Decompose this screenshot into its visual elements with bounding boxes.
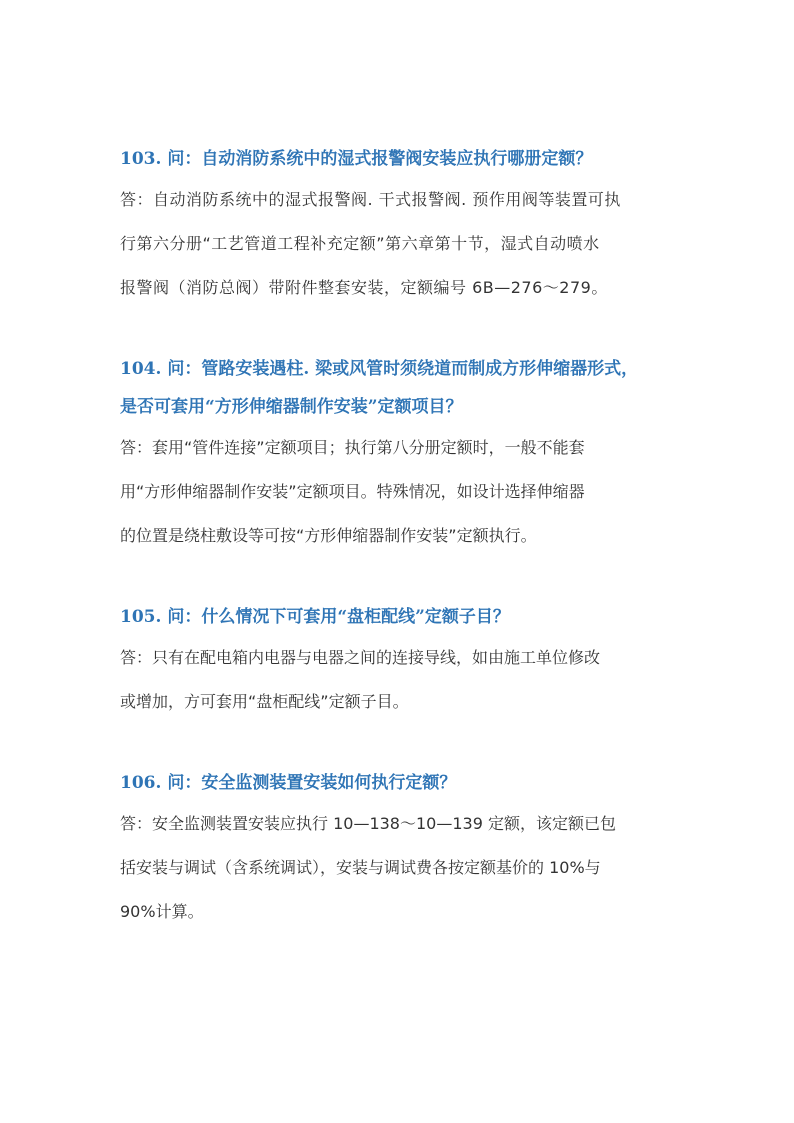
question-106: 106. 问：安全监测装置安装如何执行定额？ bbox=[120, 773, 457, 793]
question-103: 103. 问：自动消防系统中的湿式报警阀安装应执行哪册定额？ bbox=[120, 149, 593, 169]
answer-103-line-3: 报警阀（消防总阀）带附件整套安装，定额编号 6B—276～279。 bbox=[120, 278, 608, 297]
qa-item-103 bbox=[120, 140, 680, 310]
question-104-line-2: 是否可套用“方形伸缩器制作安装”定额项目？ bbox=[120, 397, 463, 417]
qa-item-104 bbox=[120, 350, 680, 558]
qa-item-105 bbox=[120, 598, 680, 724]
qa-list bbox=[120, 140, 680, 974]
answer-103-line-2: 行第六分册“工艺管道工程补充定额”第六章第十节，湿式自动喷水 bbox=[120, 234, 600, 253]
answer-106-line-1: 答：安全监测装置安装应执行 10—138～10—139 定额，该定额已包 bbox=[120, 814, 616, 833]
answer-105-line-1: 答：只有在配电箱内电器与电器之间的连接导线，如由施工单位修改 bbox=[120, 648, 601, 667]
question-105: 105. 问：什么情况下可套用“盘柜配线”定额子目？ bbox=[120, 607, 510, 627]
answer-104-line-3: 的位置是绕柱敷设等可按“方形伸缩器制作安装”定额执行。 bbox=[120, 526, 537, 545]
answer-105-line-2: 或增加，方可套用“盘柜配线”定额子目。 bbox=[120, 692, 409, 711]
answer-104-line-2: 用“方形伸缩器制作安装”定额项目。特殊情况，如设计选择伸缩器 bbox=[120, 482, 585, 501]
answer-103-line-1: 答：自动消防系统中的湿式报警阀. 干式报警阀. 预作用阀等装置可执 bbox=[120, 190, 621, 209]
answer-106-line-2: 括安装与调试（含系统调试），安装与调试费各按定额基价的 10%与 bbox=[120, 858, 601, 877]
qa-item-106 bbox=[120, 764, 680, 934]
answer-106-line-3: 90%计算。 bbox=[120, 902, 204, 921]
question-104-line-1: 104. 问：管路安装遇柱. 梁或风管时须绕道而制成方形伸缩器形式， bbox=[120, 359, 639, 379]
answer-104-line-1: 答：套用“管件连接”定额项目；执行第八分册定额时，一般不能套 bbox=[120, 438, 585, 457]
